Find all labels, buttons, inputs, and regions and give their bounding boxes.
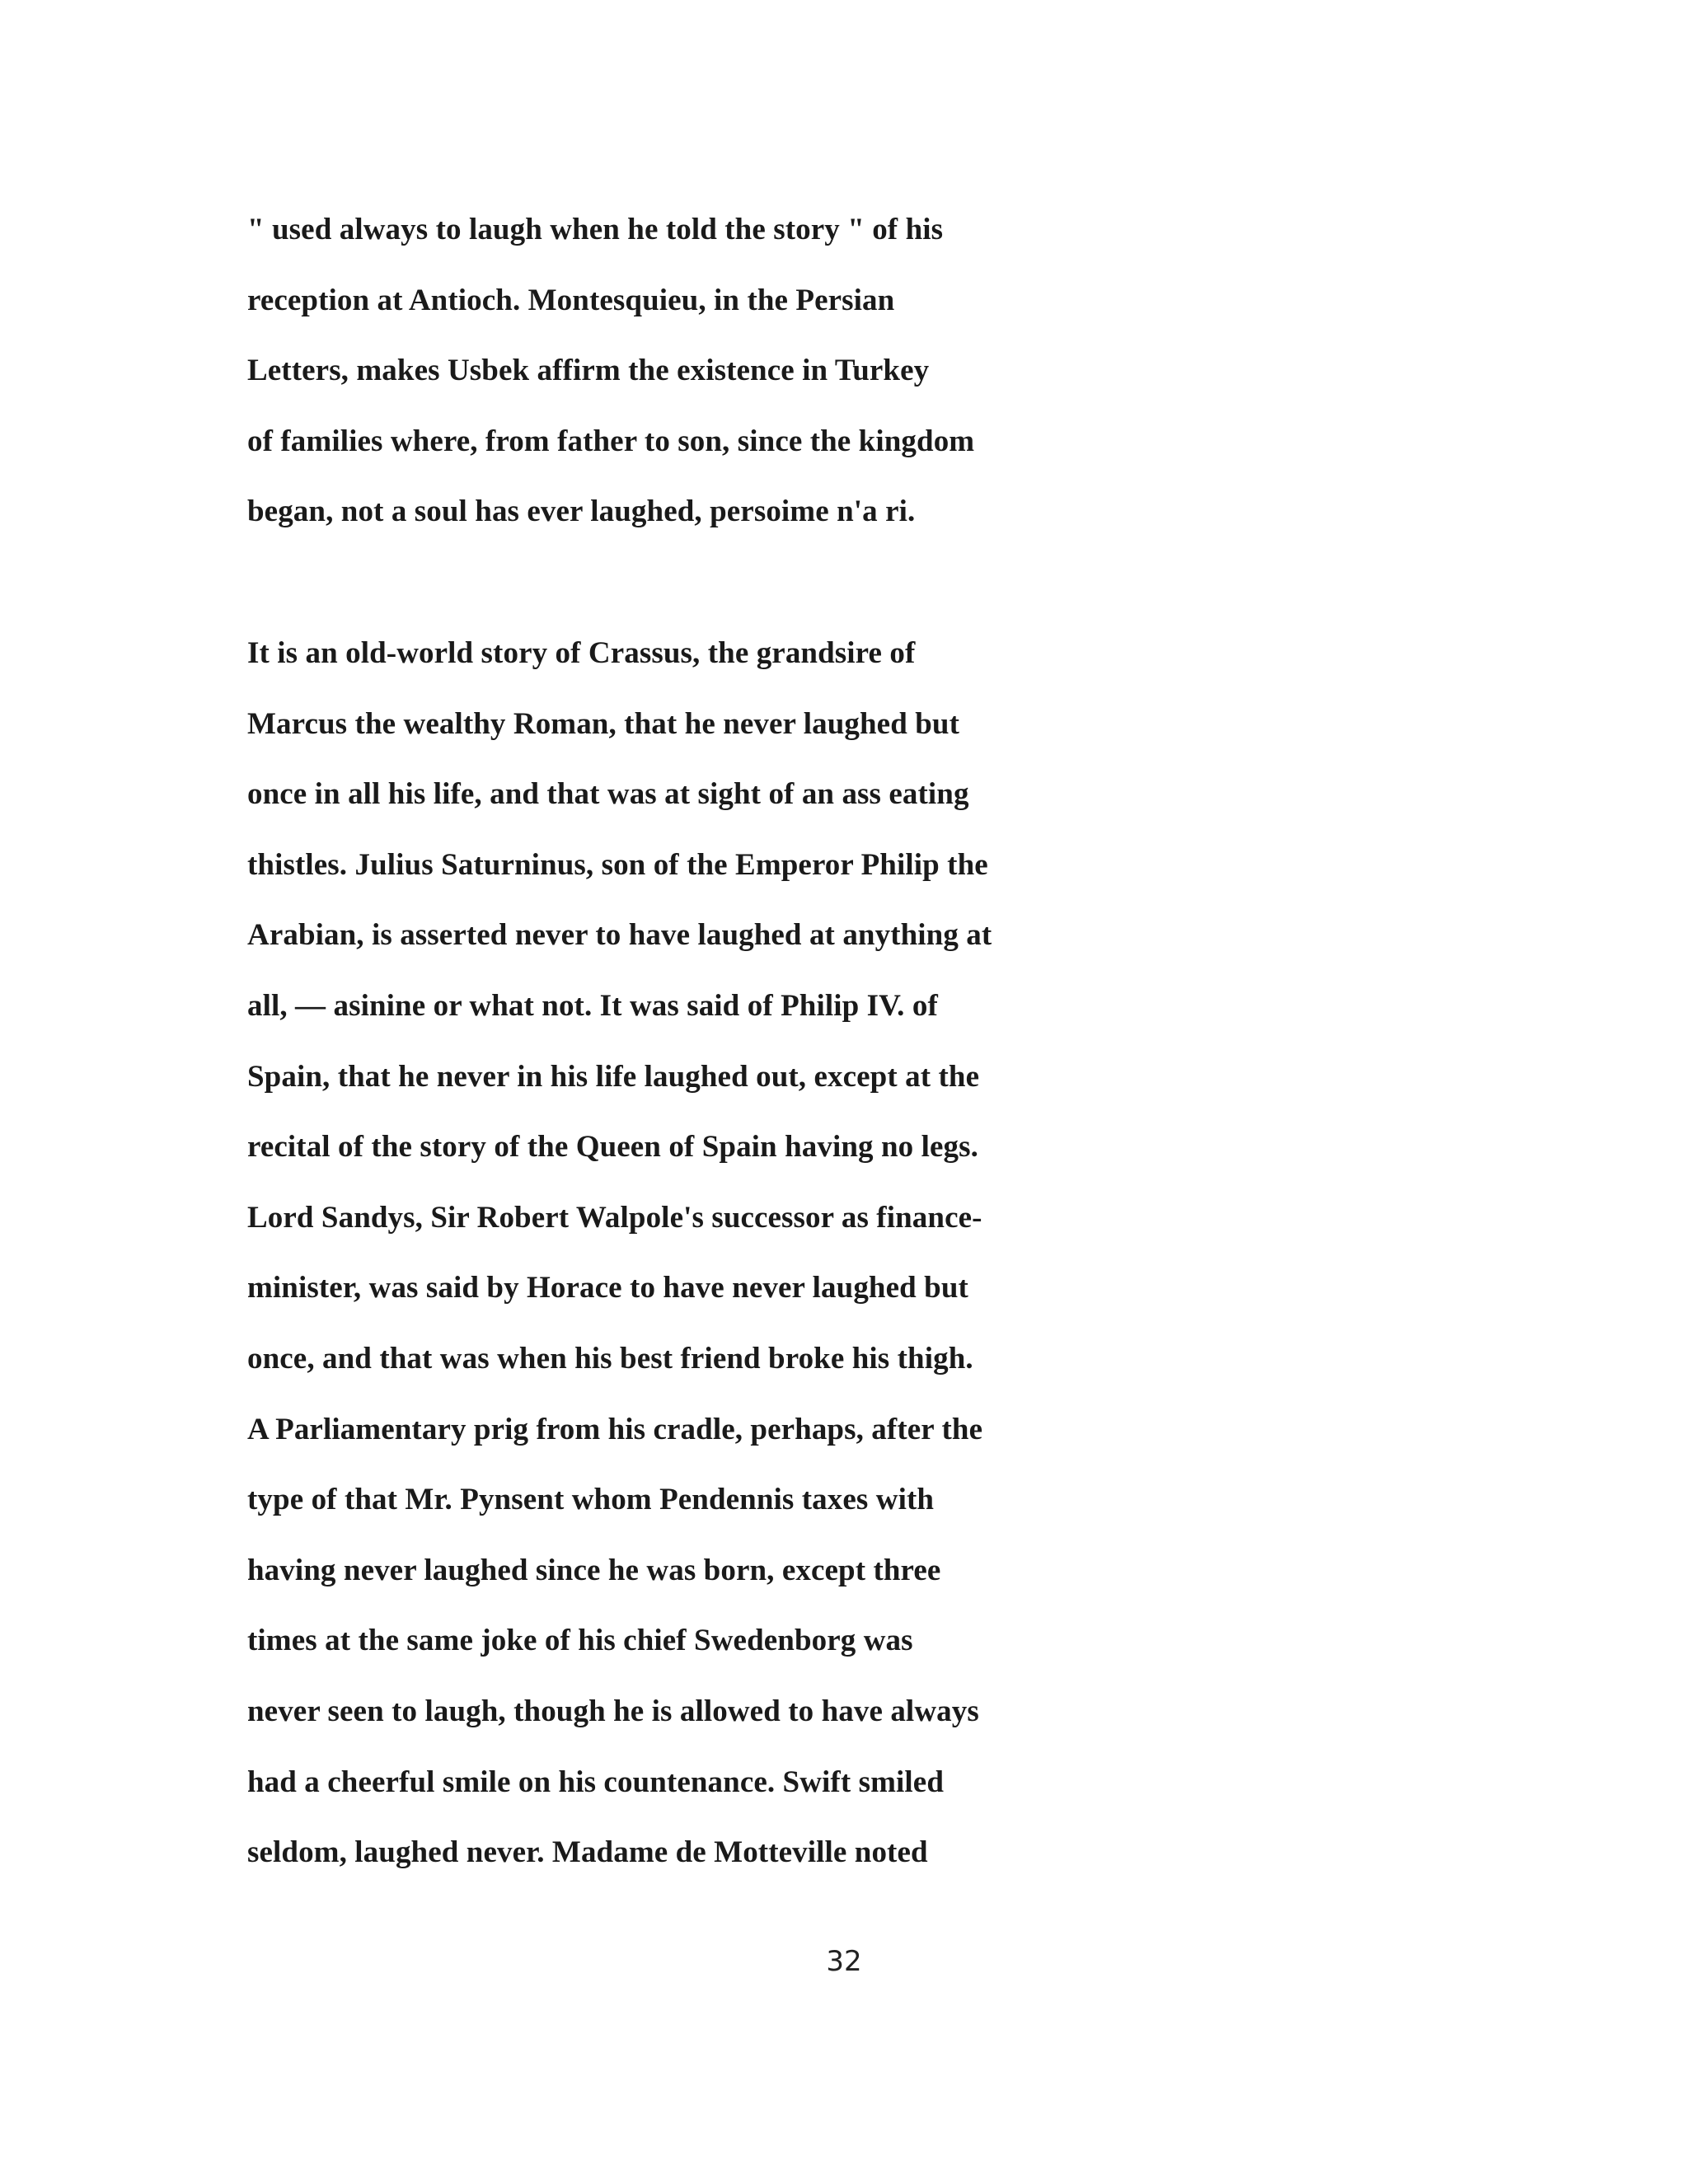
text-line: times at the same joke of his chief Swedenborg was xyxy=(247,1624,913,1658)
text-line: never seen to laugh, though he is allowed to have always xyxy=(247,1694,979,1728)
text-line: Letters, makes Usbek affirm the existence in Turkey xyxy=(247,354,930,388)
page-number: 32 xyxy=(826,1945,862,1978)
text-line: seldom, laughed never. Madame de Motteville noted xyxy=(247,1835,928,1870)
text-line: had a cheerful smile on his countenance. Swift smiled xyxy=(247,1765,945,1799)
text-line: reception at Antioch. Montesquieu, in the Persian xyxy=(247,283,895,317)
text-line: once, and that was when his best friend broke his thigh. xyxy=(247,1341,973,1376)
paragraph-2 xyxy=(247,618,1401,1888)
text-line: recital of the story of the Queen of Spain having no legs. xyxy=(247,1130,978,1165)
text-line: A Parliamentary prig from his cradle, perhaps, after the xyxy=(247,1412,983,1446)
text-line: thistles. Julius Saturninus, son of the Emperor Philip the xyxy=(247,847,988,882)
paragraph-1 xyxy=(247,194,1401,547)
text-line: Lord Sandys, Sir Robert Walpole's successor as finance- xyxy=(247,1200,982,1235)
text-line: minister, was said by Horace to have never laughed but xyxy=(247,1271,968,1305)
text-line: began, not a soul has ever laughed, persoime n'a ri. xyxy=(247,494,916,529)
text-line: of families where, from father to son, since the kingdom xyxy=(247,424,975,458)
text-line: It is an old-world story of Crassus, the grandsire of xyxy=(247,636,916,670)
text-line: all, — asinine or what not. It was said of Philip IV. of xyxy=(247,988,938,1023)
text-line: " used always to laugh when he told the story " of his xyxy=(247,213,944,246)
text-line: Marcus the wealthy Roman, that he never laughed but xyxy=(247,706,959,741)
text-line: once in all his life, and that was at sight of an ass eating xyxy=(247,777,969,812)
text-line: Arabian, is asserted never to have laughed at anything at xyxy=(247,918,992,953)
text-line: type of that Mr. Pynsent whom Pendennis taxes with xyxy=(247,1483,935,1517)
text-line: Spain, that he never in his life laughed out, except at the xyxy=(247,1059,980,1094)
text-line: having never laughed since he was born, except three xyxy=(247,1553,941,1587)
